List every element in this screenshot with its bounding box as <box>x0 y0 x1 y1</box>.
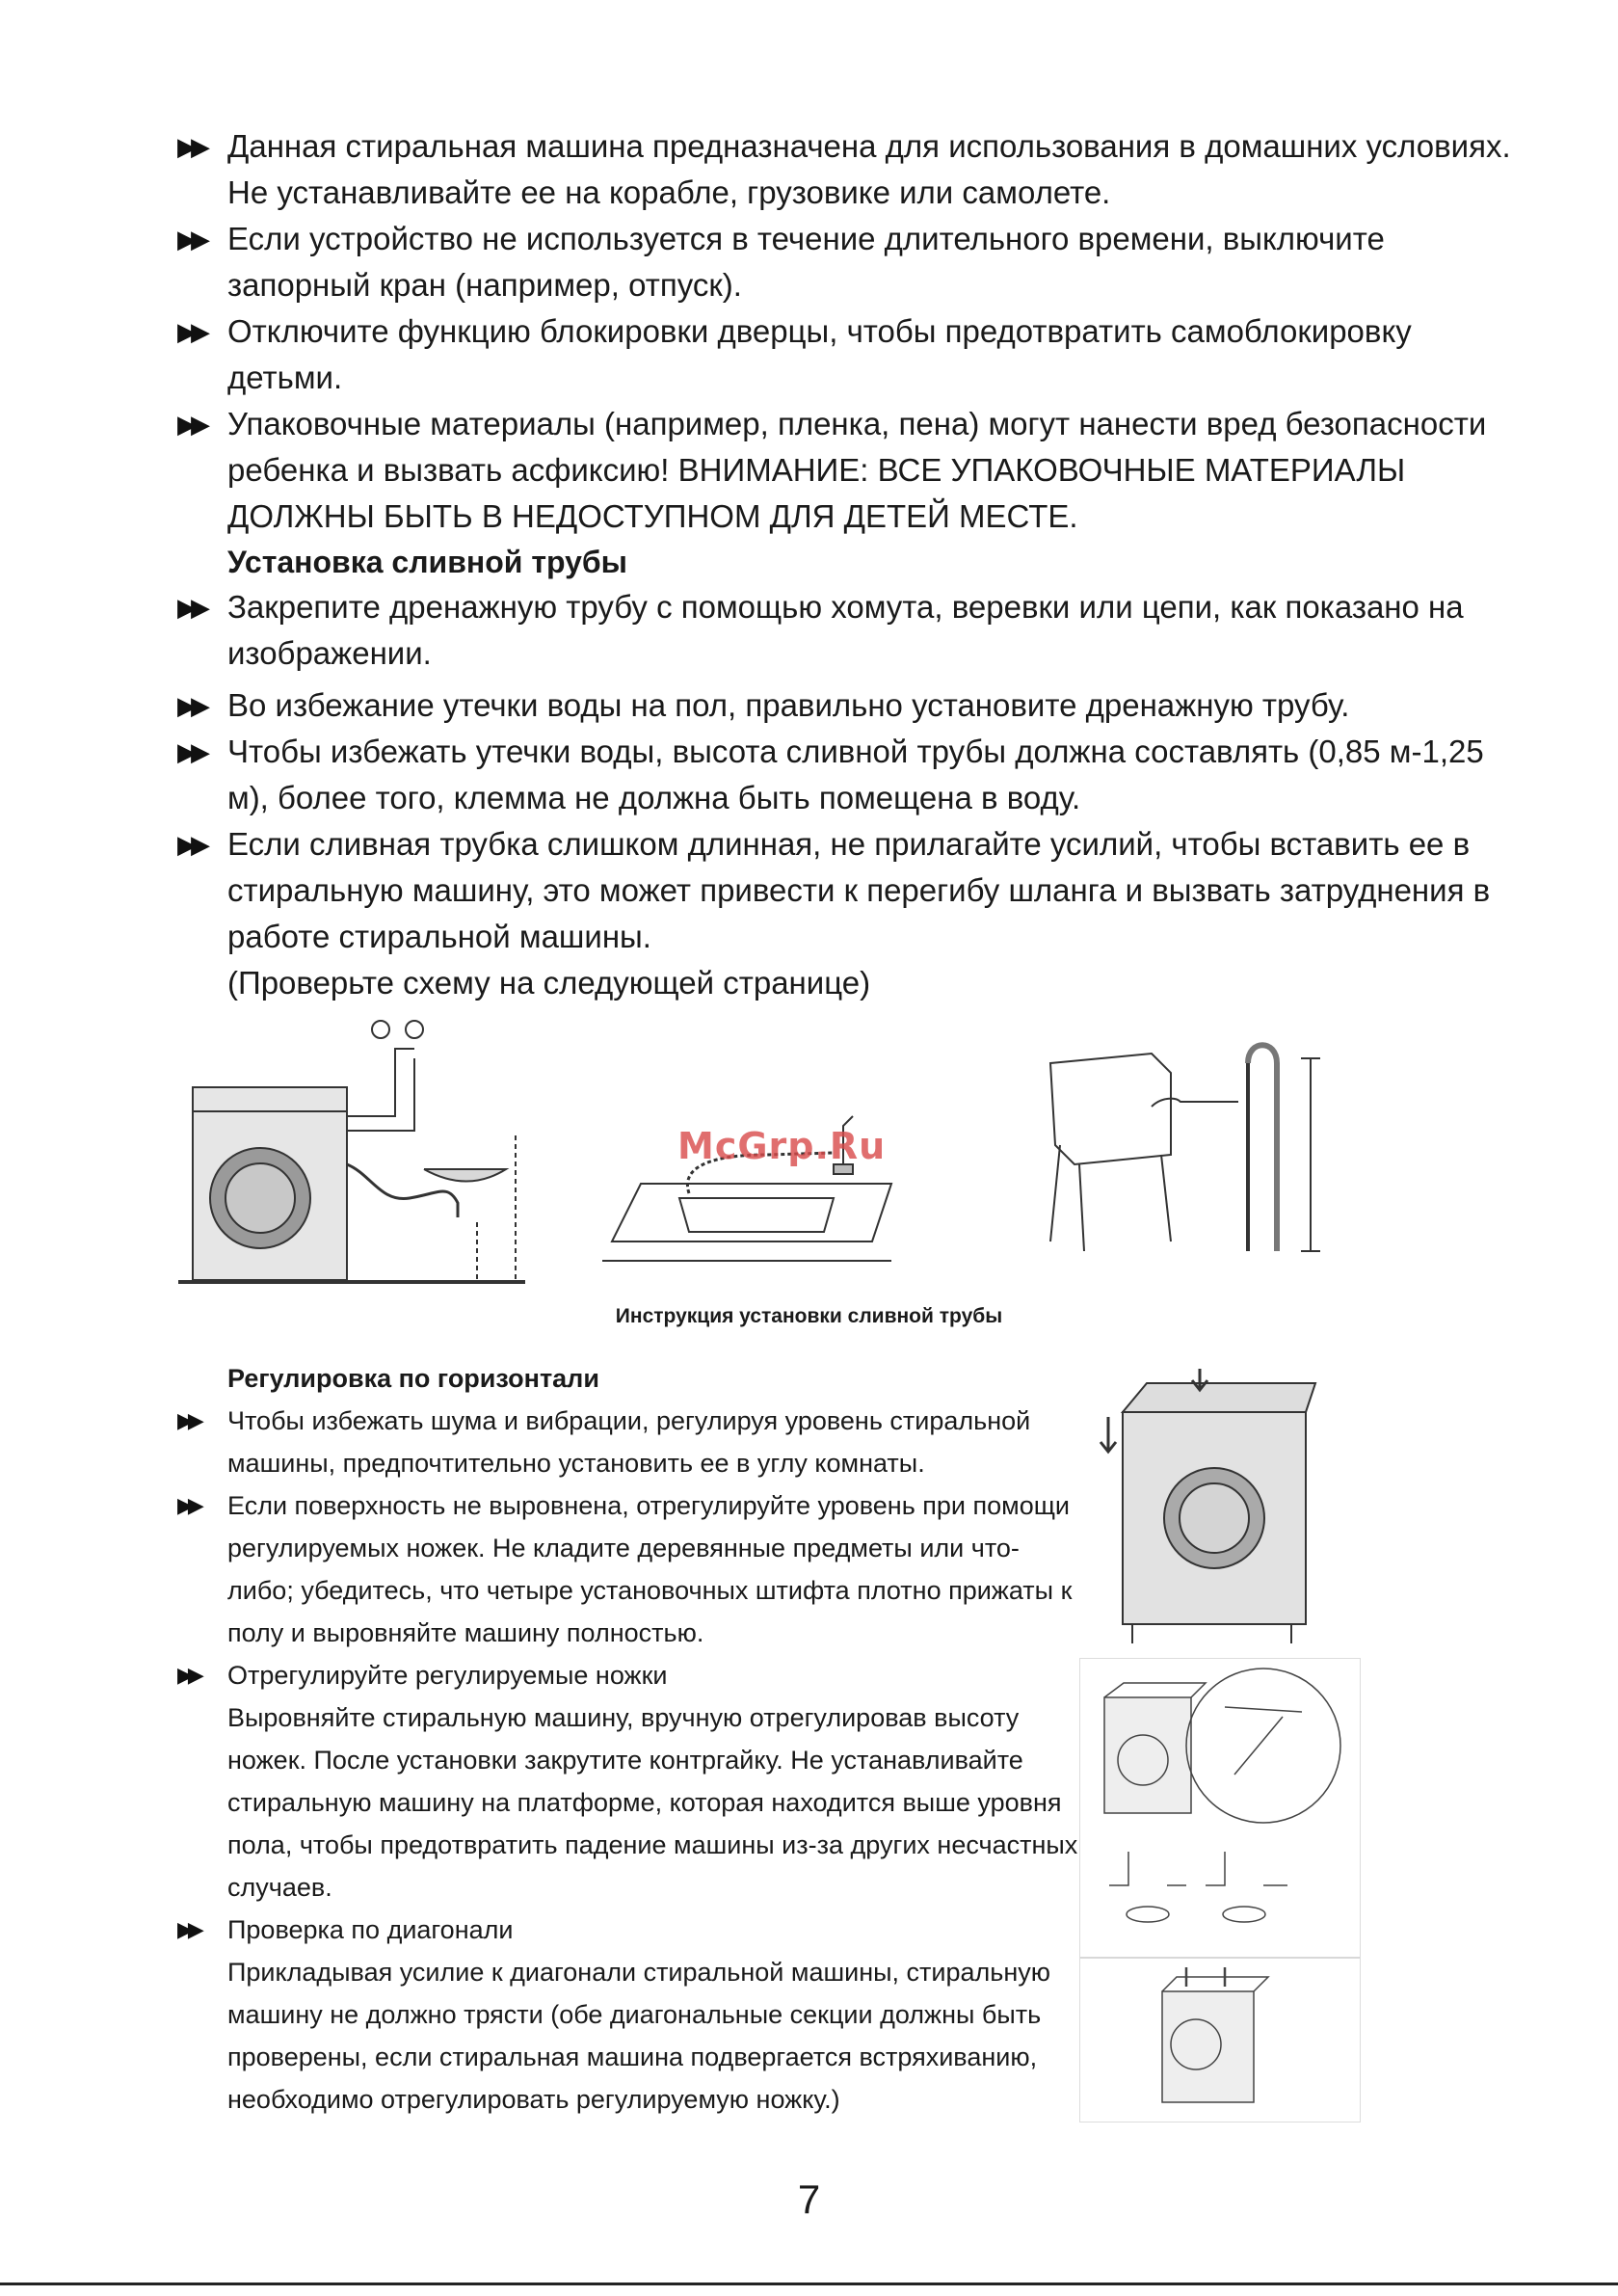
list-item: ▶▶ Отрегулируйте регулируемые ножки Выровняйте стиральную машину, вручную отрегулировав высоту ножек. После установки закрутите контргайку. Не устанавливайте стиральную машину на платформе, которая находится выше уровня пола, чтобы предотвратить падение машины из-за других несчастных случаев. <box>173 1654 1079 1909</box>
washer-sink-diagram <box>178 1021 525 1282</box>
safety-and-drain-text <box>173 123 1523 1006</box>
list-item: ▶▶ Во избежание утечки воды на пол, правильно установите дренажную трубу. <box>173 682 1523 729</box>
diagram-note: (Проверьте схему на следующей странице) <box>227 965 871 1001</box>
list-item: ▶▶ Проверка по диагонали Прикладывая усилие к диагонали стиральной машины, стиральную машину не должно трясти (обе диагональные секции должны быть проверены, если стиральная машина подвергается встряхиванию, необходимо отрегулировать регулируемую ножку.) <box>173 1909 1079 2121</box>
double-chevron-icon: ▶▶ <box>177 1917 199 1941</box>
double-chevron-icon: ▶▶ <box>177 1663 199 1687</box>
list-item: ▶▶ Чтобы избежать утечки воды, высота сливной трубы должна составлять (0,85 м-1,25 м), более того, клемма не должна быть помещена в воду. <box>173 729 1523 821</box>
list-item: ▶▶ Отключите функцию блокировки дверцы, чтобы предотвратить самоблокировку детьми. <box>173 308 1523 401</box>
figure-caption: Инструкция установки сливной трубы <box>615 1305 1003 1327</box>
section-heading-drain: Установка сливной трубы <box>227 545 627 579</box>
list-item: ▶▶ Если устройство не используется в течение длительного времени, выключите запорный кран (например, отпуск). <box>173 216 1523 308</box>
double-chevron-icon: ▶▶ <box>177 593 204 622</box>
double-chevron-icon: ▶▶ <box>177 317 204 346</box>
double-chevron-icon: ▶▶ <box>177 830 204 859</box>
list-item: ▶▶ Чтобы избежать шума и вибрации, регулируя уровень стиральной машины, предпочтительно установить ее в углу комнаты. <box>173 1400 1079 1484</box>
double-chevron-icon: ▶▶ <box>177 737 204 766</box>
watermark-logo: McGrp.Ru <box>677 1125 887 1167</box>
page-bottom-rule <box>0 2283 1618 2285</box>
double-chevron-icon: ▶▶ <box>177 1493 199 1517</box>
section-heading-leveling: Регулировка по горизонтали <box>227 1364 599 1393</box>
list-item: ▶▶ Если поверхность не выровнена, отрегулируйте уровень при помощи регулируемых ножек. Не кладите деревянные предметы или что-либо; убедитесь, что четыре установочных штифта плотно прижаты к полу и выровняйте машину полностью. <box>173 1484 1079 1654</box>
double-chevron-icon: ▶▶ <box>177 691 204 720</box>
double-chevron-icon: ▶▶ <box>177 225 204 254</box>
double-chevron-icon: ▶▶ <box>177 132 204 161</box>
double-chevron-icon: ▶▶ <box>177 1408 199 1432</box>
tub-hose-height-diagram <box>1050 1045 1320 1251</box>
double-chevron-icon: ▶▶ <box>177 410 204 439</box>
washer-leveling-illustration <box>1094 1359 1344 1648</box>
feet-adjustment-illustration <box>1079 1658 1361 2122</box>
list-item: ▶▶ Упаковочные материалы (например, пленка, пена) могут нанести вред безопасности ребенка и вызвать асфиксию! ВНИМАНИЕ: ВСЕ УПАКОВОЧНЫЕ МАТЕРИАЛЫ ДОЛЖНЫ БЫТЬ В НЕДОСТУПНОМ ДЛЯ ДЕТЕЙ МЕСТЕ. <box>173 401 1523 540</box>
list-item: ▶▶ Закрепите дренажную трубу с помощью хомута, веревки или цепи, как показано на изображении. <box>173 584 1523 677</box>
leveling-text <box>173 1357 1079 2121</box>
list-item: ▶▶ Данная стиральная машина предназначена для использования в домашних условиях. Не устанавливайте ее на корабле, грузовике или самолете. <box>173 123 1523 216</box>
page-number: 7 <box>797 2176 821 2222</box>
list-item: ▶▶ Если сливная трубка слишком длинная, не прилагайте усилий, чтобы вставить ее в стиральную машину, это может привести к перегибу шланга и вызвать затруднения в работе стиральной машины. <box>173 821 1523 960</box>
